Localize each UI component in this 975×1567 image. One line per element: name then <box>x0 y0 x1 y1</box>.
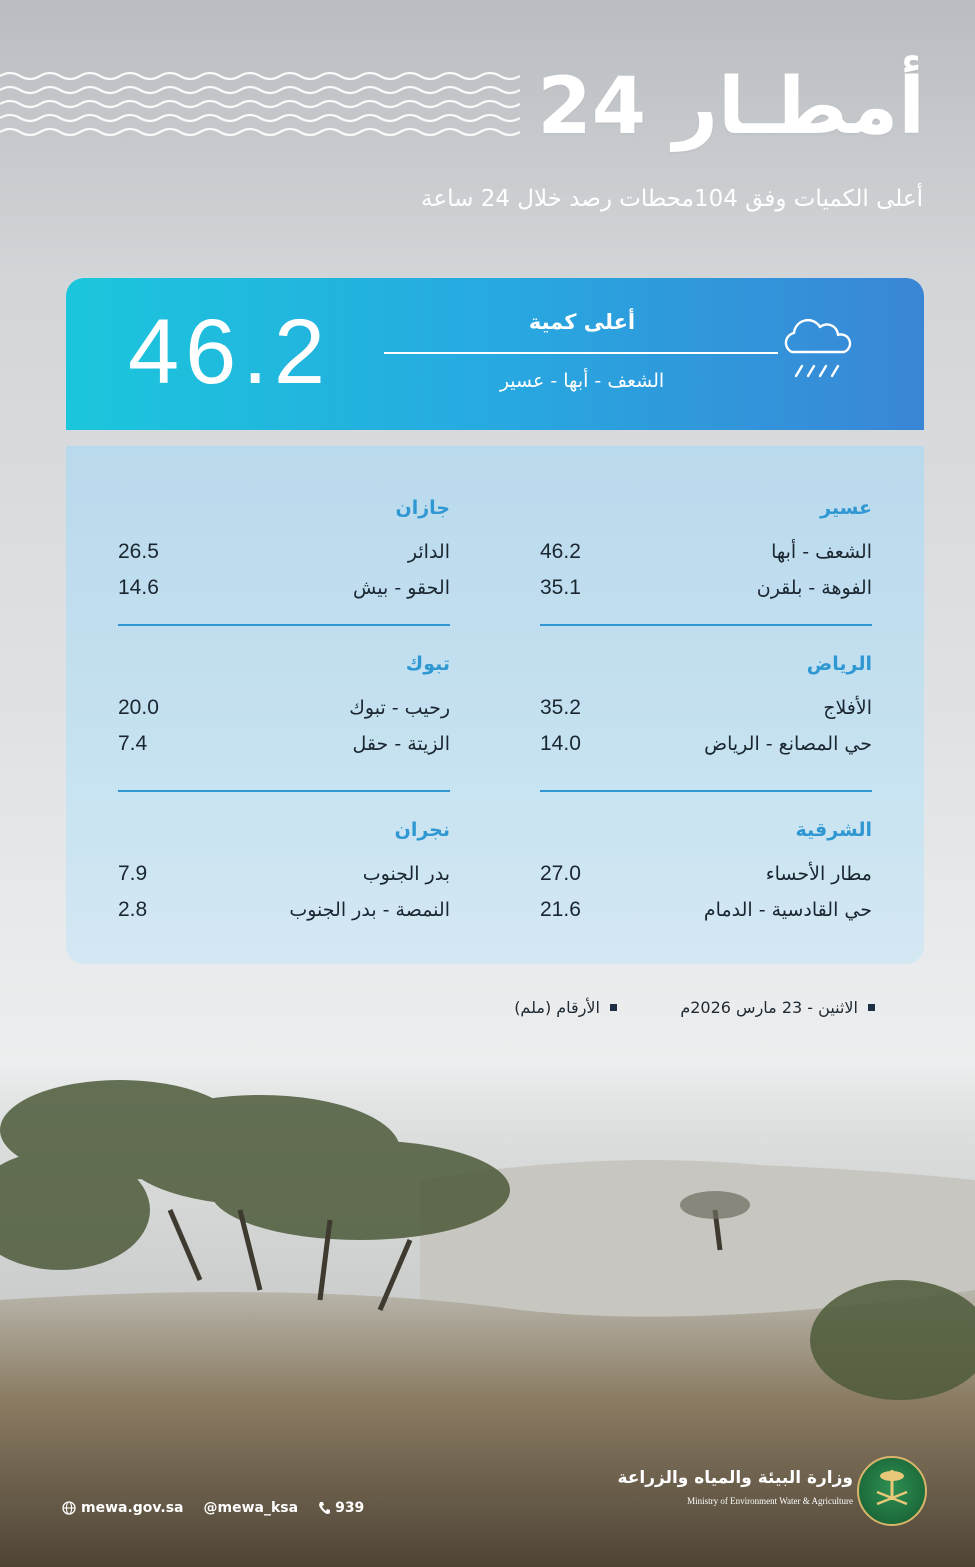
station-value: 7.4 <box>118 732 148 755</box>
station-value: 26.5 <box>118 540 159 563</box>
website-text: mewa.gov.sa <box>81 1500 184 1516</box>
station-row <box>118 534 450 570</box>
region-title: الشرقية <box>795 819 872 841</box>
station-row <box>540 726 872 762</box>
station-row <box>540 892 872 928</box>
station-name: رحيب - تبوك <box>349 697 450 719</box>
station-name: الأفلاج <box>823 697 872 719</box>
region-title: جازان <box>395 497 450 519</box>
station-value: 21.6 <box>540 898 581 921</box>
globe-icon <box>62 1501 76 1515</box>
station-row <box>118 690 450 726</box>
station-value: 14.6 <box>118 576 159 599</box>
station-name: مطار الأحساء <box>765 863 872 885</box>
station-row <box>118 570 450 606</box>
station-value: 35.1 <box>540 576 581 599</box>
region-divider <box>540 790 872 792</box>
station-value: 27.0 <box>540 862 581 885</box>
station-row <box>540 570 872 606</box>
region-block <box>540 494 872 606</box>
units-note <box>514 998 617 1017</box>
region-title: نجران <box>394 819 450 841</box>
website-link[interactable] <box>62 1500 184 1516</box>
region-block <box>118 494 450 606</box>
station-value: 35.2 <box>540 696 581 719</box>
ministry-name-en: Ministry of Environment Water & Agriculture <box>687 1496 853 1506</box>
bullet-icon <box>868 1004 875 1011</box>
phone-text: 939 <box>335 1500 365 1516</box>
station-name: الزيتة - حقل <box>352 733 450 755</box>
date-note <box>680 998 875 1017</box>
region-block <box>540 816 872 928</box>
highest-amount-location: الشعف - أبها - عسير <box>499 370 665 392</box>
station-value: 20.0 <box>118 696 159 719</box>
region-block <box>118 650 450 762</box>
phone-link[interactable] <box>318 1500 364 1516</box>
divider <box>384 352 778 354</box>
region-title: الرياض <box>806 653 872 675</box>
header <box>325 62 925 162</box>
station-name: الدائر <box>407 541 450 563</box>
footer-links <box>62 1500 364 1516</box>
region-divider <box>540 624 872 626</box>
handle-text: @mewa_ksa <box>203 1500 299 1516</box>
station-value: 2.8 <box>118 898 148 921</box>
rain-cloud-icon <box>778 308 858 386</box>
social-handle[interactable] <box>204 1500 299 1516</box>
highest-amount-card <box>66 278 924 430</box>
station-name: الفوهة - بلقرن <box>756 577 872 599</box>
page-subtitle: أعلى الكميات وفق 104محطات رصد خلال 24 ساعة <box>421 186 923 212</box>
station-value: 7.9 <box>118 862 148 885</box>
station-row <box>540 534 872 570</box>
station-name: بدر الجنوب <box>362 863 450 885</box>
region-title: تبوك <box>405 653 450 675</box>
ministry-name-ar: وزارة البيئة والمياه والزراعة <box>617 1468 853 1488</box>
region-block <box>540 650 872 762</box>
highest-amount-label: أعلى كمية <box>528 310 636 334</box>
phone-icon <box>318 1501 330 1515</box>
region-block <box>118 816 450 928</box>
units-text: الأرقام (ملم) <box>514 998 600 1017</box>
station-value: 46.2 <box>540 540 581 563</box>
ministry-logo <box>617 1456 927 1526</box>
station-row <box>118 856 450 892</box>
station-row <box>118 892 450 928</box>
highest-amount-value: 46.2 <box>128 301 332 403</box>
regions-panel <box>66 446 924 964</box>
region-title: عسير <box>820 497 872 519</box>
station-name: النمصة - بدر الجنوب <box>289 899 450 921</box>
region-divider <box>118 624 450 626</box>
station-name: حي القادسية - الدمام <box>703 899 872 921</box>
station-name: الشعف - أبها <box>771 541 872 563</box>
station-value: 14.0 <box>540 732 581 755</box>
station-name: حي المصانع - الرياض <box>704 733 872 755</box>
station-row <box>540 690 872 726</box>
station-row <box>540 856 872 892</box>
bullet-icon <box>610 1004 617 1011</box>
station-name: الحقو - بيش <box>353 577 450 599</box>
page-title: أمطـار 24 <box>537 62 925 152</box>
emblem-icon <box>857 1456 927 1526</box>
date-text: الاثنين - 23 مارس 2026م <box>680 998 858 1017</box>
region-divider <box>118 790 450 792</box>
station-row <box>118 726 450 762</box>
